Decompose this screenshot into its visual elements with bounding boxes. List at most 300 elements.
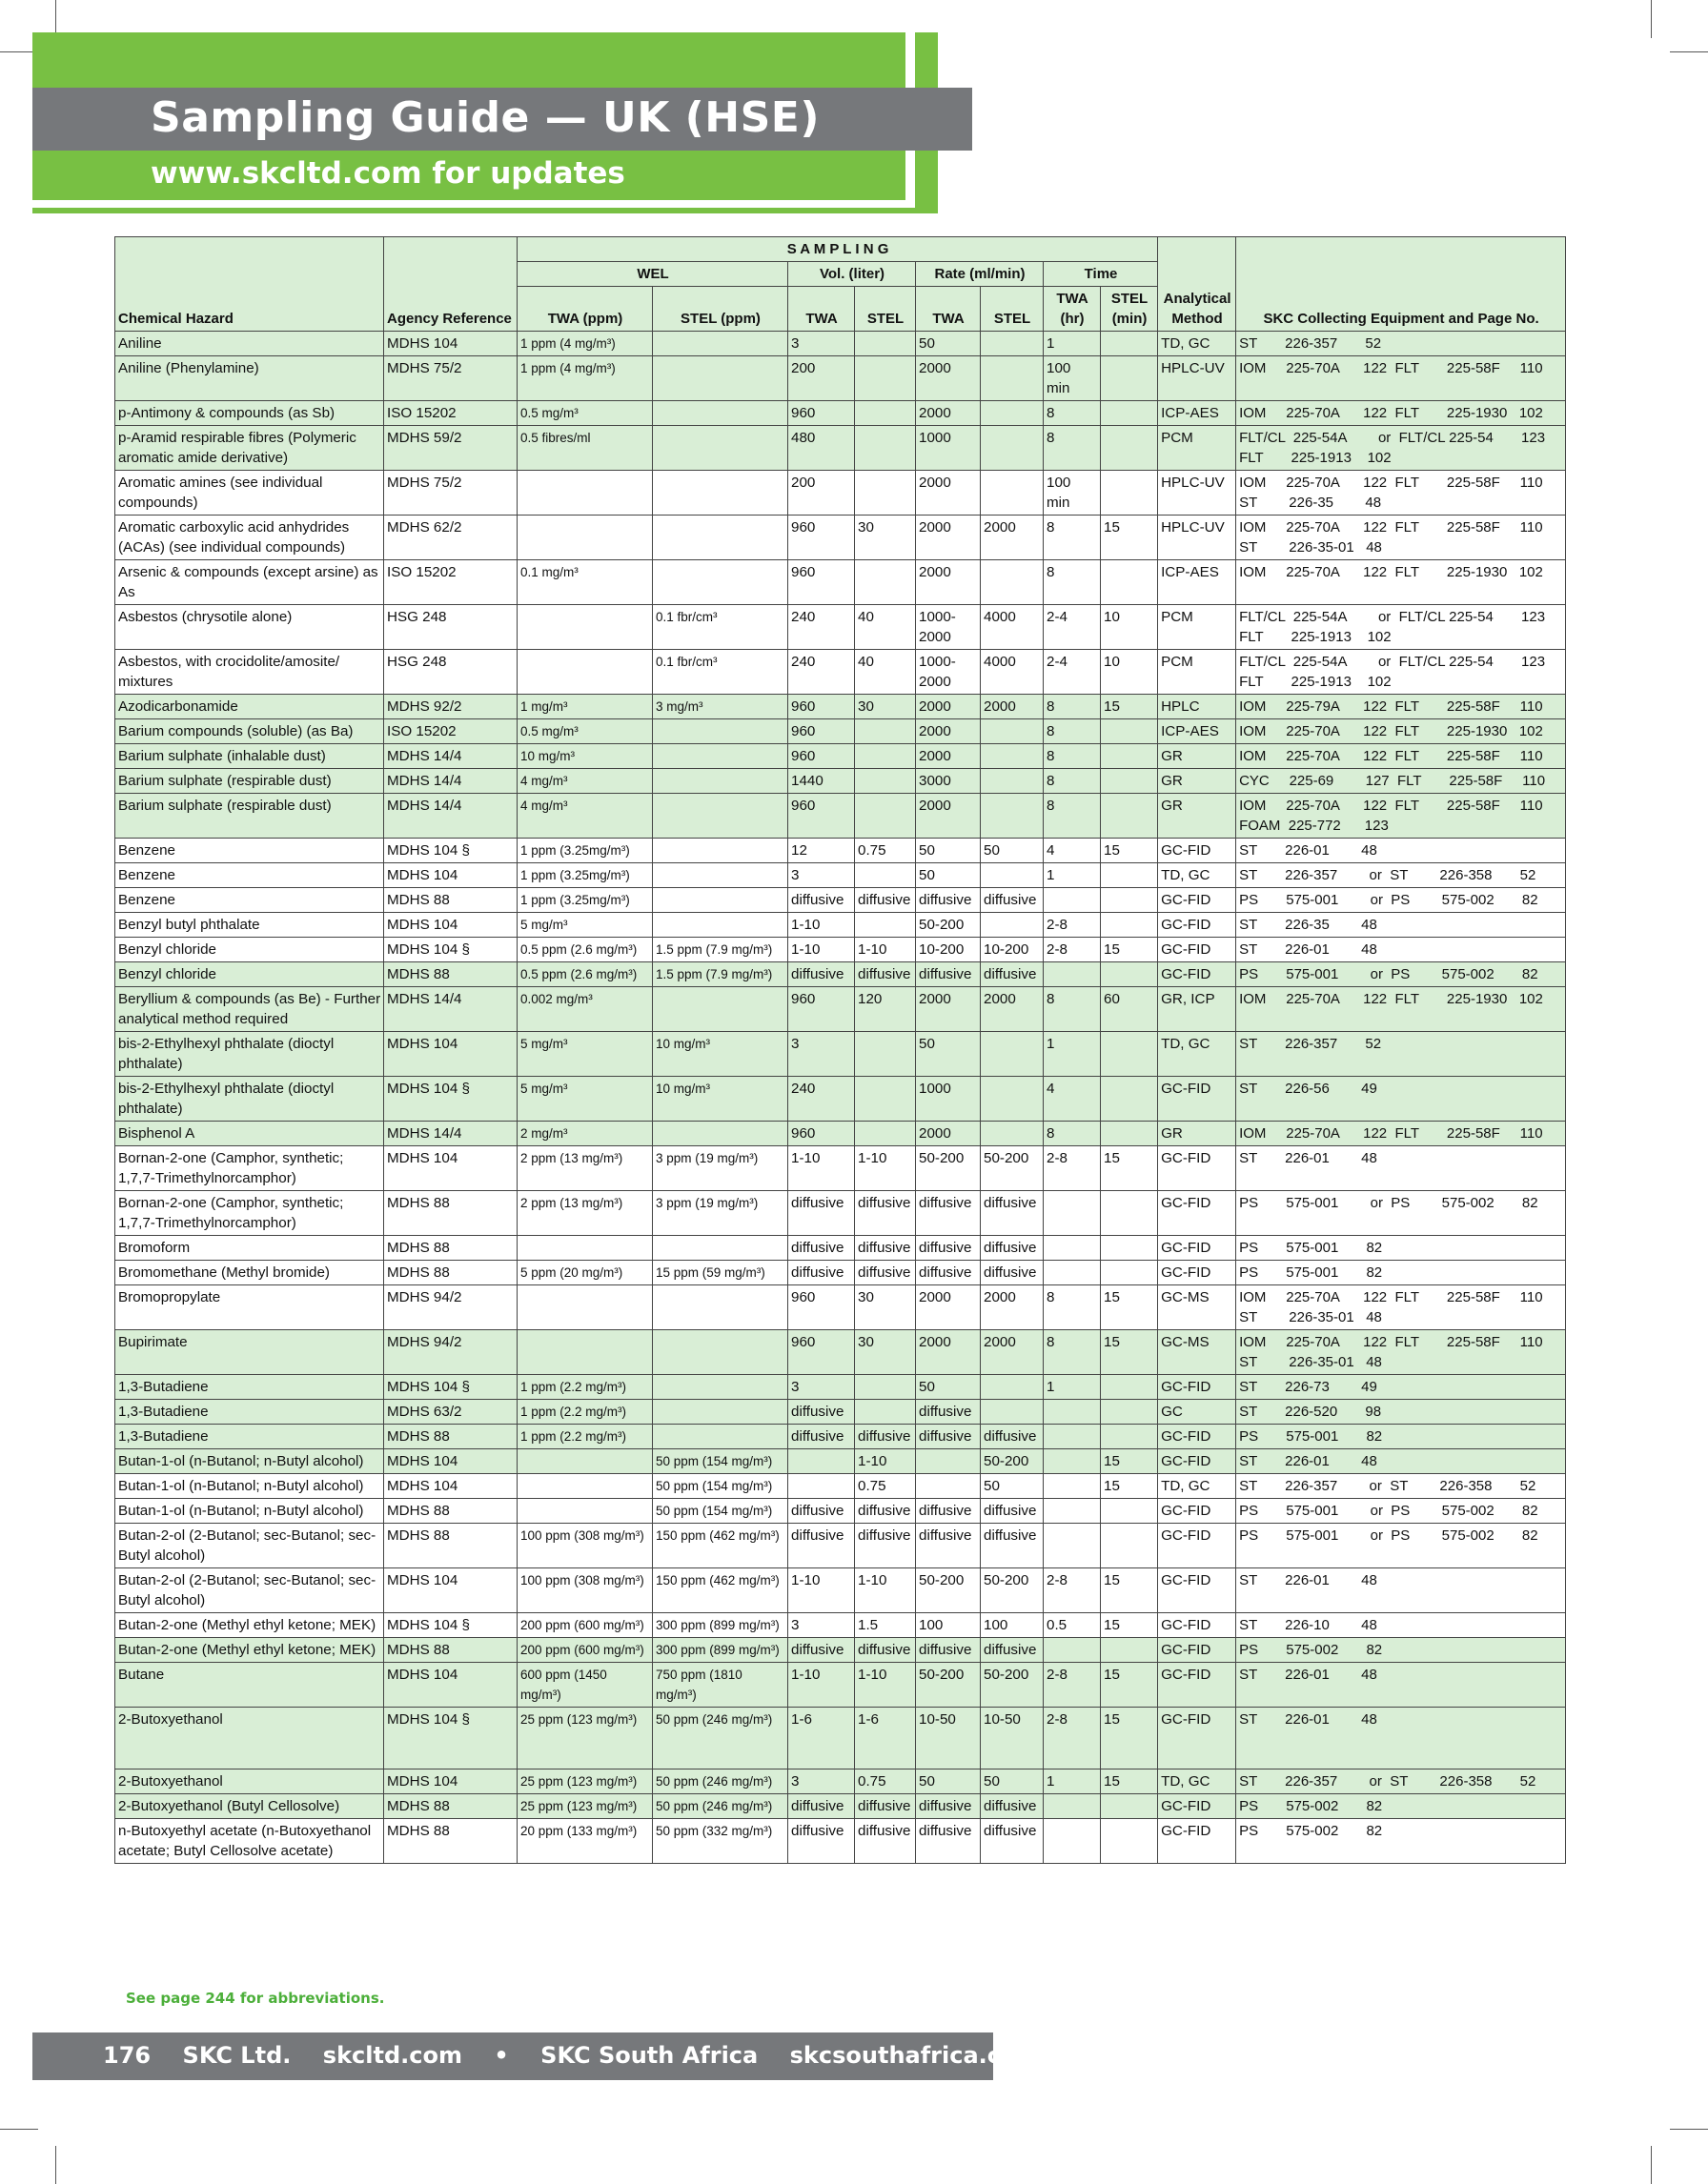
cell-vol-stel: 1-10 bbox=[855, 1568, 916, 1613]
cell-chemical: Bromopropylate bbox=[115, 1285, 384, 1330]
cell-rate-stel bbox=[981, 332, 1044, 356]
cell-equipment: IOM 225-70A 122 FLT 225-58F 110 ST 226-35-01 48 bbox=[1236, 516, 1566, 560]
cell-analytical: ICP-AES bbox=[1158, 719, 1236, 744]
cell-chemical: Barium compounds (soluble) (as Ba) bbox=[115, 719, 384, 744]
header-agency: Agency Reference bbox=[384, 237, 518, 332]
cell-equipment: PS 575-001 or PS 575-002 82 bbox=[1236, 1524, 1566, 1568]
cell-time-stel bbox=[1101, 1638, 1158, 1663]
cell-rate-stel: diffusive bbox=[981, 1499, 1044, 1524]
cell-equipment: ST 226-73 49 bbox=[1236, 1375, 1566, 1400]
cell-wel-twa bbox=[518, 1449, 653, 1474]
cell-agency: MDHS 14/4 bbox=[384, 1122, 518, 1146]
cell-time-twa: 8 bbox=[1044, 744, 1101, 769]
cell-wel-twa bbox=[518, 650, 653, 695]
table-row bbox=[115, 1285, 1566, 1330]
cell-time-twa: 100 min bbox=[1044, 356, 1101, 401]
table-row bbox=[115, 1769, 1566, 1794]
cell-vol-twa: diffusive bbox=[788, 1191, 855, 1236]
table-row bbox=[115, 560, 1566, 605]
cell-time-stel bbox=[1101, 794, 1158, 839]
cell-vol-stel bbox=[855, 719, 916, 744]
cell-agency: MDHS 88 bbox=[384, 1425, 518, 1449]
cell-agency: ISO 15202 bbox=[384, 401, 518, 426]
cell-vol-stel: 0.75 bbox=[855, 1474, 916, 1499]
cell-vol-stel bbox=[855, 769, 916, 794]
cell-wel-stel: 3 ppm (19 mg/m³) bbox=[653, 1146, 788, 1191]
cell-wel-twa: 0.1 mg/m³ bbox=[518, 560, 653, 605]
cell-vol-twa: 960 bbox=[788, 401, 855, 426]
cell-time-twa bbox=[1044, 1400, 1101, 1425]
cell-vol-stel: diffusive bbox=[855, 1794, 916, 1819]
cell-agency: MDHS 104 § bbox=[384, 1708, 518, 1769]
cell-analytical: GC-FID bbox=[1158, 1499, 1236, 1524]
cell-wel-twa bbox=[518, 1285, 653, 1330]
cell-time-stel: 15 bbox=[1101, 516, 1158, 560]
table-row bbox=[115, 744, 1566, 769]
cell-analytical: GC-FID bbox=[1158, 1638, 1236, 1663]
cell-agency: MDHS 75/2 bbox=[384, 356, 518, 401]
cell-vol-stel bbox=[855, 1032, 916, 1077]
cell-chemical: Bromoform bbox=[115, 1236, 384, 1261]
cell-analytical: GC-FID bbox=[1158, 1449, 1236, 1474]
cell-equipment: ST 226-01 48 bbox=[1236, 839, 1566, 863]
cell-wel-twa: 0.002 mg/m³ bbox=[518, 987, 653, 1032]
cell-vol-twa: 240 bbox=[788, 1077, 855, 1122]
page-number: 176 bbox=[103, 2042, 152, 2069]
cell-chemical: Butan-2-ol (2-Butanol; sec-Butanol; sec-Butyl alcohol) bbox=[115, 1568, 384, 1613]
cell-chemical: Butan-1-ol (n-Butanol; n-Butyl alcohol) bbox=[115, 1474, 384, 1499]
cell-rate-twa bbox=[916, 1449, 981, 1474]
cell-chemical: Bromomethane (Methyl bromide) bbox=[115, 1261, 384, 1285]
cell-time-twa: 2-8 bbox=[1044, 1708, 1101, 1769]
cell-vol-twa: 960 bbox=[788, 695, 855, 719]
cell-wel-stel: 50 ppm (246 mg/m³) bbox=[653, 1708, 788, 1769]
sampling-table-body bbox=[115, 332, 1566, 1864]
header-rate: Rate (ml/min) bbox=[916, 262, 1044, 287]
page-title: Sampling Guide — UK (HSE) bbox=[151, 93, 820, 142]
cell-vol-stel: 1-10 bbox=[855, 938, 916, 962]
table-row bbox=[115, 1400, 1566, 1425]
table-row bbox=[115, 1330, 1566, 1375]
cell-agency: MDHS 88 bbox=[384, 1794, 518, 1819]
cell-analytical: HPLC bbox=[1158, 695, 1236, 719]
cell-chemical: 2-Butoxyethanol (Butyl Cellosolve) bbox=[115, 1794, 384, 1819]
cell-agency: MDHS 104 bbox=[384, 332, 518, 356]
table-row bbox=[115, 605, 1566, 650]
cell-equipment: PS 575-002 82 bbox=[1236, 1794, 1566, 1819]
cell-time-stel bbox=[1101, 1499, 1158, 1524]
cell-wel-stel bbox=[653, 1375, 788, 1400]
cell-time-stel: 15 bbox=[1101, 1330, 1158, 1375]
cell-rate-stel: diffusive bbox=[981, 1236, 1044, 1261]
cell-analytical: ICP-AES bbox=[1158, 560, 1236, 605]
cell-vol-stel bbox=[855, 794, 916, 839]
cell-chemical: 1,3-Butadiene bbox=[115, 1375, 384, 1400]
cell-rate-twa: diffusive bbox=[916, 1524, 981, 1568]
cell-time-stel bbox=[1101, 1524, 1158, 1568]
cell-wel-twa: 4 mg/m³ bbox=[518, 794, 653, 839]
table-row bbox=[115, 1708, 1566, 1769]
cell-vol-stel: diffusive bbox=[855, 1236, 916, 1261]
header-rate-stel: STEL bbox=[981, 287, 1044, 332]
cell-chemical: Asbestos (chrysotile alone) bbox=[115, 605, 384, 650]
cell-time-twa bbox=[1044, 1474, 1101, 1499]
cell-wel-stel: 3 mg/m³ bbox=[653, 695, 788, 719]
cell-chemical: 2-Butoxyethanol bbox=[115, 1708, 384, 1769]
cell-time-twa: 2-4 bbox=[1044, 605, 1101, 650]
cell-vol-twa: 960 bbox=[788, 744, 855, 769]
cell-wel-twa bbox=[518, 1330, 653, 1375]
cell-time-stel bbox=[1101, 863, 1158, 888]
cell-vol-stel: 1-10 bbox=[855, 1449, 916, 1474]
cell-time-stel bbox=[1101, 719, 1158, 744]
cell-time-stel bbox=[1101, 560, 1158, 605]
cell-chemical: Bornan-2-one (Camphor, synthetic; 1,7,7-Trimethylnorcamphor) bbox=[115, 1191, 384, 1236]
cell-analytical: GR bbox=[1158, 744, 1236, 769]
cell-wel-stel bbox=[653, 1285, 788, 1330]
cell-analytical: GC-FID bbox=[1158, 962, 1236, 987]
cell-time-stel: 15 bbox=[1101, 1449, 1158, 1474]
cell-agency: MDHS 104 § bbox=[384, 1375, 518, 1400]
cell-chemical: bis-2-Ethylhexyl phthalate (dioctyl phthalate) bbox=[115, 1077, 384, 1122]
cell-vol-stel: 1-6 bbox=[855, 1708, 916, 1769]
cell-rate-stel: 50-200 bbox=[981, 1568, 1044, 1613]
cell-vol-stel bbox=[855, 426, 916, 471]
cell-analytical: GR, ICP bbox=[1158, 987, 1236, 1032]
footer-company: SKC Ltd. skcltd.com • SKC South Africa skcsouthafrica.co.za bbox=[182, 2042, 1054, 2069]
cell-vol-stel bbox=[855, 1375, 916, 1400]
cell-time-stel: 10 bbox=[1101, 650, 1158, 695]
cell-analytical: GC-FID bbox=[1158, 1236, 1236, 1261]
cell-rate-twa: diffusive bbox=[916, 1819, 981, 1864]
cell-agency: ISO 15202 bbox=[384, 719, 518, 744]
cell-vol-twa: diffusive bbox=[788, 1638, 855, 1663]
cell-time-twa bbox=[1044, 1499, 1101, 1524]
cell-vol-twa: diffusive bbox=[788, 1425, 855, 1449]
table-row bbox=[115, 695, 1566, 719]
header-sampling: S A M P L I N G bbox=[518, 237, 1158, 262]
cell-rate-stel bbox=[981, 426, 1044, 471]
cell-time-stel bbox=[1101, 401, 1158, 426]
cell-wel-stel: 50 ppm (154 mg/m³) bbox=[653, 1499, 788, 1524]
cell-equipment: IOM 225-70A 122 FLT 225-58F 110 bbox=[1236, 1122, 1566, 1146]
cell-wel-stel: 0.1 fbr/cm³ bbox=[653, 605, 788, 650]
cell-vol-stel: diffusive bbox=[855, 962, 916, 987]
cell-wel-stel bbox=[653, 471, 788, 516]
crop-mark bbox=[55, 2146, 56, 2184]
cell-vol-twa: 200 bbox=[788, 471, 855, 516]
table-row bbox=[115, 426, 1566, 471]
table-row bbox=[115, 839, 1566, 863]
cell-vol-twa: diffusive bbox=[788, 1794, 855, 1819]
cell-chemical: p-Aramid respirable fibres (Polymeric aromatic amide derivative) bbox=[115, 426, 384, 471]
cell-chemical: 1,3-Butadiene bbox=[115, 1425, 384, 1449]
table-row bbox=[115, 1638, 1566, 1663]
cell-rate-stel bbox=[981, 913, 1044, 938]
cell-wel-stel bbox=[653, 888, 788, 913]
cell-time-stel: 15 bbox=[1101, 1474, 1158, 1499]
cell-time-stel bbox=[1101, 1261, 1158, 1285]
cell-time-twa: 8 bbox=[1044, 1330, 1101, 1375]
cell-time-twa: 2-8 bbox=[1044, 913, 1101, 938]
cell-wel-stel: 10 mg/m³ bbox=[653, 1077, 788, 1122]
cell-rate-stel: 50 bbox=[981, 839, 1044, 863]
cell-wel-twa: 25 ppm (123 mg/m³) bbox=[518, 1769, 653, 1794]
cell-time-twa bbox=[1044, 1236, 1101, 1261]
cell-wel-stel bbox=[653, 769, 788, 794]
cell-rate-twa: 50 bbox=[916, 1032, 981, 1077]
cell-wel-stel bbox=[653, 1236, 788, 1261]
cell-rate-stel: 2000 bbox=[981, 987, 1044, 1032]
cell-rate-stel: diffusive bbox=[981, 888, 1044, 913]
cell-time-twa: 1 bbox=[1044, 1032, 1101, 1077]
cell-wel-stel bbox=[653, 1425, 788, 1449]
cell-time-stel bbox=[1101, 1032, 1158, 1077]
cell-time-stel bbox=[1101, 1400, 1158, 1425]
cell-wel-twa: 2 ppm (13 mg/m³) bbox=[518, 1191, 653, 1236]
cell-rate-twa: diffusive bbox=[916, 888, 981, 913]
cell-agency: MDHS 104 bbox=[384, 863, 518, 888]
cell-time-twa bbox=[1044, 1638, 1101, 1663]
cell-wel-stel bbox=[653, 560, 788, 605]
cell-analytical: GC-FID bbox=[1158, 1819, 1236, 1864]
cell-analytical: GR bbox=[1158, 1122, 1236, 1146]
crop-mark bbox=[1651, 2146, 1652, 2184]
cell-rate-twa: 50-200 bbox=[916, 1663, 981, 1708]
cell-vol-stel: 0.75 bbox=[855, 1769, 916, 1794]
cell-wel-stel: 750 ppm (1810 mg/m³) bbox=[653, 1663, 788, 1708]
table-row bbox=[115, 913, 1566, 938]
cell-equipment: FLT/CL 225-54A or FLT/CL 225-54 123 FLT 225-1913 102 bbox=[1236, 605, 1566, 650]
table-row bbox=[115, 1191, 1566, 1236]
table-row bbox=[115, 332, 1566, 356]
cell-rate-twa: diffusive bbox=[916, 1794, 981, 1819]
cell-wel-twa: 1 ppm (4 mg/m³) bbox=[518, 356, 653, 401]
cell-time-twa: 2-8 bbox=[1044, 1663, 1101, 1708]
cell-wel-stel bbox=[653, 1122, 788, 1146]
cell-analytical: TD, GC bbox=[1158, 1769, 1236, 1794]
cell-analytical: HPLC-UV bbox=[1158, 471, 1236, 516]
cell-vol-stel: diffusive bbox=[855, 1638, 916, 1663]
cell-analytical: GC-FID bbox=[1158, 1375, 1236, 1400]
cell-equipment: PS 575-001 or PS 575-002 82 bbox=[1236, 962, 1566, 987]
cell-rate-stel: 10-200 bbox=[981, 938, 1044, 962]
cell-agency: MDHS 104 bbox=[384, 1032, 518, 1077]
cell-chemical: Benzene bbox=[115, 863, 384, 888]
cell-analytical: TD, GC bbox=[1158, 1032, 1236, 1077]
cell-wel-twa bbox=[518, 516, 653, 560]
cell-time-twa bbox=[1044, 962, 1101, 987]
cell-wel-twa: 20 ppm (133 mg/m³) bbox=[518, 1819, 653, 1864]
cell-vol-twa: diffusive bbox=[788, 962, 855, 987]
cell-equipment: IOM 225-70A 122 FLT 225-58F 110 bbox=[1236, 744, 1566, 769]
cell-equipment: IOM 225-79A 122 FLT 225-58F 110 bbox=[1236, 695, 1566, 719]
cell-wel-twa bbox=[518, 1236, 653, 1261]
cell-vol-twa: 960 bbox=[788, 1330, 855, 1375]
cell-analytical: GC-MS bbox=[1158, 1285, 1236, 1330]
cell-agency: MDHS 104 § bbox=[384, 1077, 518, 1122]
cell-equipment: ST 226-01 48 bbox=[1236, 1708, 1566, 1769]
cell-rate-twa: 3000 bbox=[916, 769, 981, 794]
table-row bbox=[115, 719, 1566, 744]
cell-rate-stel: diffusive bbox=[981, 962, 1044, 987]
cell-rate-twa: diffusive bbox=[916, 962, 981, 987]
cell-agency: MDHS 14/4 bbox=[384, 794, 518, 839]
cell-agency: MDHS 92/2 bbox=[384, 695, 518, 719]
cell-wel-stel bbox=[653, 516, 788, 560]
cell-agency: MDHS 88 bbox=[384, 1191, 518, 1236]
cell-rate-twa: 2000 bbox=[916, 516, 981, 560]
cell-vol-twa: 960 bbox=[788, 1122, 855, 1146]
cell-vol-twa: diffusive bbox=[788, 1400, 855, 1425]
cell-rate-twa: 50-200 bbox=[916, 913, 981, 938]
cell-analytical: GC-FID bbox=[1158, 1708, 1236, 1769]
crop-mark bbox=[1670, 2129, 1708, 2130]
cell-wel-twa: 0.5 ppm (2.6 mg/m³) bbox=[518, 938, 653, 962]
cell-time-twa: 8 bbox=[1044, 769, 1101, 794]
cell-analytical: GC-FID bbox=[1158, 1568, 1236, 1613]
cell-equipment: PS 575-002 82 bbox=[1236, 1819, 1566, 1864]
cell-wel-twa: 0.5 fibres/ml bbox=[518, 426, 653, 471]
cell-vol-twa: 12 bbox=[788, 839, 855, 863]
cell-wel-twa: 5 mg/m³ bbox=[518, 1032, 653, 1077]
cell-equipment: ST 226-01 48 bbox=[1236, 1449, 1566, 1474]
cell-rate-twa: 50 bbox=[916, 1375, 981, 1400]
cell-analytical: HPLC-UV bbox=[1158, 356, 1236, 401]
cell-vol-twa: 1-10 bbox=[788, 938, 855, 962]
cell-vol-twa: 240 bbox=[788, 650, 855, 695]
cell-time-stel: 15 bbox=[1101, 1769, 1158, 1794]
cell-wel-stel: 150 ppm (462 mg/m³) bbox=[653, 1524, 788, 1568]
cell-rate-twa: 2000 bbox=[916, 560, 981, 605]
cell-chemical: bis-2-Ethylhexyl phthalate (dioctyl phthalate) bbox=[115, 1032, 384, 1077]
cell-rate-stel: 10-50 bbox=[981, 1708, 1044, 1769]
cell-wel-stel bbox=[653, 401, 788, 426]
cell-analytical: GC-FID bbox=[1158, 1425, 1236, 1449]
cell-vol-stel bbox=[855, 1122, 916, 1146]
abbreviations-note: See page 244 for abbreviations. bbox=[126, 1990, 385, 2007]
cell-wel-twa: 0.5 ppm (2.6 mg/m³) bbox=[518, 962, 653, 987]
cell-time-stel bbox=[1101, 1794, 1158, 1819]
cell-rate-stel bbox=[981, 794, 1044, 839]
cell-equipment: PS 575-002 82 bbox=[1236, 1638, 1566, 1663]
cell-equipment: PS 575-001 82 bbox=[1236, 1236, 1566, 1261]
cell-agency: MDHS 88 bbox=[384, 1261, 518, 1285]
cell-time-stel bbox=[1101, 913, 1158, 938]
cell-agency: MDHS 88 bbox=[384, 1236, 518, 1261]
table-row bbox=[115, 962, 1566, 987]
cell-agency: HSG 248 bbox=[384, 650, 518, 695]
cell-agency: MDHS 104 bbox=[384, 913, 518, 938]
cell-equipment: IOM 225-70A 122 FLT 225-1930 102 bbox=[1236, 401, 1566, 426]
cell-wel-stel: 300 ppm (899 mg/m³) bbox=[653, 1638, 788, 1663]
cell-time-stel: 15 bbox=[1101, 1285, 1158, 1330]
cell-vol-twa: 3 bbox=[788, 1769, 855, 1794]
cell-vol-stel: 40 bbox=[855, 650, 916, 695]
cell-vol-twa: diffusive bbox=[788, 1819, 855, 1864]
cell-agency: MDHS 62/2 bbox=[384, 516, 518, 560]
cell-agency: MDHS 104 bbox=[384, 1769, 518, 1794]
cell-vol-twa: 1-6 bbox=[788, 1708, 855, 1769]
cell-time-twa bbox=[1044, 1261, 1101, 1285]
cell-rate-stel bbox=[981, 719, 1044, 744]
cell-rate-twa: 2000 bbox=[916, 719, 981, 744]
cell-rate-twa: 50-200 bbox=[916, 1568, 981, 1613]
cell-vol-stel: 40 bbox=[855, 605, 916, 650]
cell-chemical: Benzene bbox=[115, 839, 384, 863]
cell-wel-twa: 1 ppm (3.25mg/m³) bbox=[518, 863, 653, 888]
cell-rate-stel: 4000 bbox=[981, 605, 1044, 650]
cell-rate-stel: 2000 bbox=[981, 516, 1044, 560]
cell-rate-twa: 2000 bbox=[916, 1330, 981, 1375]
cell-rate-twa: 50 bbox=[916, 332, 981, 356]
header-vol-twa: TWA bbox=[788, 287, 855, 332]
cell-agency: MDHS 104 § bbox=[384, 839, 518, 863]
cell-chemical: Benzyl chloride bbox=[115, 962, 384, 987]
cell-time-stel bbox=[1101, 426, 1158, 471]
cell-vol-twa: 1-10 bbox=[788, 913, 855, 938]
table-row bbox=[115, 471, 1566, 516]
table-row bbox=[115, 1122, 1566, 1146]
cell-time-twa: 8 bbox=[1044, 987, 1101, 1032]
header-vol: Vol. (liter) bbox=[788, 262, 916, 287]
cell-wel-stel bbox=[653, 744, 788, 769]
cell-chemical: Beryllium & compounds (as Be) - Further analytical method required bbox=[115, 987, 384, 1032]
cell-analytical: GC-FID bbox=[1158, 1191, 1236, 1236]
header-time-stel: STEL (min) bbox=[1101, 287, 1158, 332]
table-row bbox=[115, 1261, 1566, 1285]
cell-analytical: GC-FID bbox=[1158, 1524, 1236, 1568]
cell-equipment: PS 575-001 or PS 575-002 82 bbox=[1236, 888, 1566, 913]
cell-rate-stel bbox=[981, 1375, 1044, 1400]
cell-agency: MDHS 88 bbox=[384, 888, 518, 913]
cell-vol-stel: 120 bbox=[855, 987, 916, 1032]
cell-wel-twa: 1 ppm (4 mg/m³) bbox=[518, 332, 653, 356]
cell-rate-stel: diffusive bbox=[981, 1425, 1044, 1449]
header-vol-stel: STEL bbox=[855, 287, 916, 332]
table-row bbox=[115, 1663, 1566, 1708]
table-row bbox=[115, 1613, 1566, 1638]
cell-vol-stel bbox=[855, 1077, 916, 1122]
cell-rate-stel: 50 bbox=[981, 1474, 1044, 1499]
cell-wel-stel bbox=[653, 794, 788, 839]
cell-rate-stel: diffusive bbox=[981, 1261, 1044, 1285]
cell-time-twa: 4 bbox=[1044, 839, 1101, 863]
cell-time-stel: 15 bbox=[1101, 839, 1158, 863]
cell-vol-stel: diffusive bbox=[855, 1425, 916, 1449]
table-row bbox=[115, 356, 1566, 401]
cell-time-twa: 1 bbox=[1044, 332, 1101, 356]
cell-vol-twa: 960 bbox=[788, 1285, 855, 1330]
cell-chemical: Barium sulphate (respirable dust) bbox=[115, 769, 384, 794]
cell-analytical: GC-FID bbox=[1158, 1794, 1236, 1819]
header-chemical: Chemical Hazard bbox=[115, 237, 384, 332]
cell-agency: MDHS 14/4 bbox=[384, 987, 518, 1032]
cell-vol-twa: 960 bbox=[788, 794, 855, 839]
cell-rate-twa: 2000 bbox=[916, 356, 981, 401]
cell-analytical: GC-FID bbox=[1158, 1077, 1236, 1122]
cell-wel-stel: 1.5 ppm (7.9 mg/m³) bbox=[653, 962, 788, 987]
cell-chemical: Butan-1-ol (n-Butanol; n-Butyl alcohol) bbox=[115, 1449, 384, 1474]
cell-wel-stel bbox=[653, 987, 788, 1032]
cell-time-twa: 2-4 bbox=[1044, 650, 1101, 695]
cell-rate-twa: diffusive bbox=[916, 1400, 981, 1425]
cell-analytical: GC-FID bbox=[1158, 1146, 1236, 1191]
cell-chemical: Benzyl butyl phthalate bbox=[115, 913, 384, 938]
cell-time-twa: 8 bbox=[1044, 719, 1101, 744]
cell-wel-twa: 100 ppm (308 mg/m³) bbox=[518, 1568, 653, 1613]
cell-vol-twa: 960 bbox=[788, 560, 855, 605]
